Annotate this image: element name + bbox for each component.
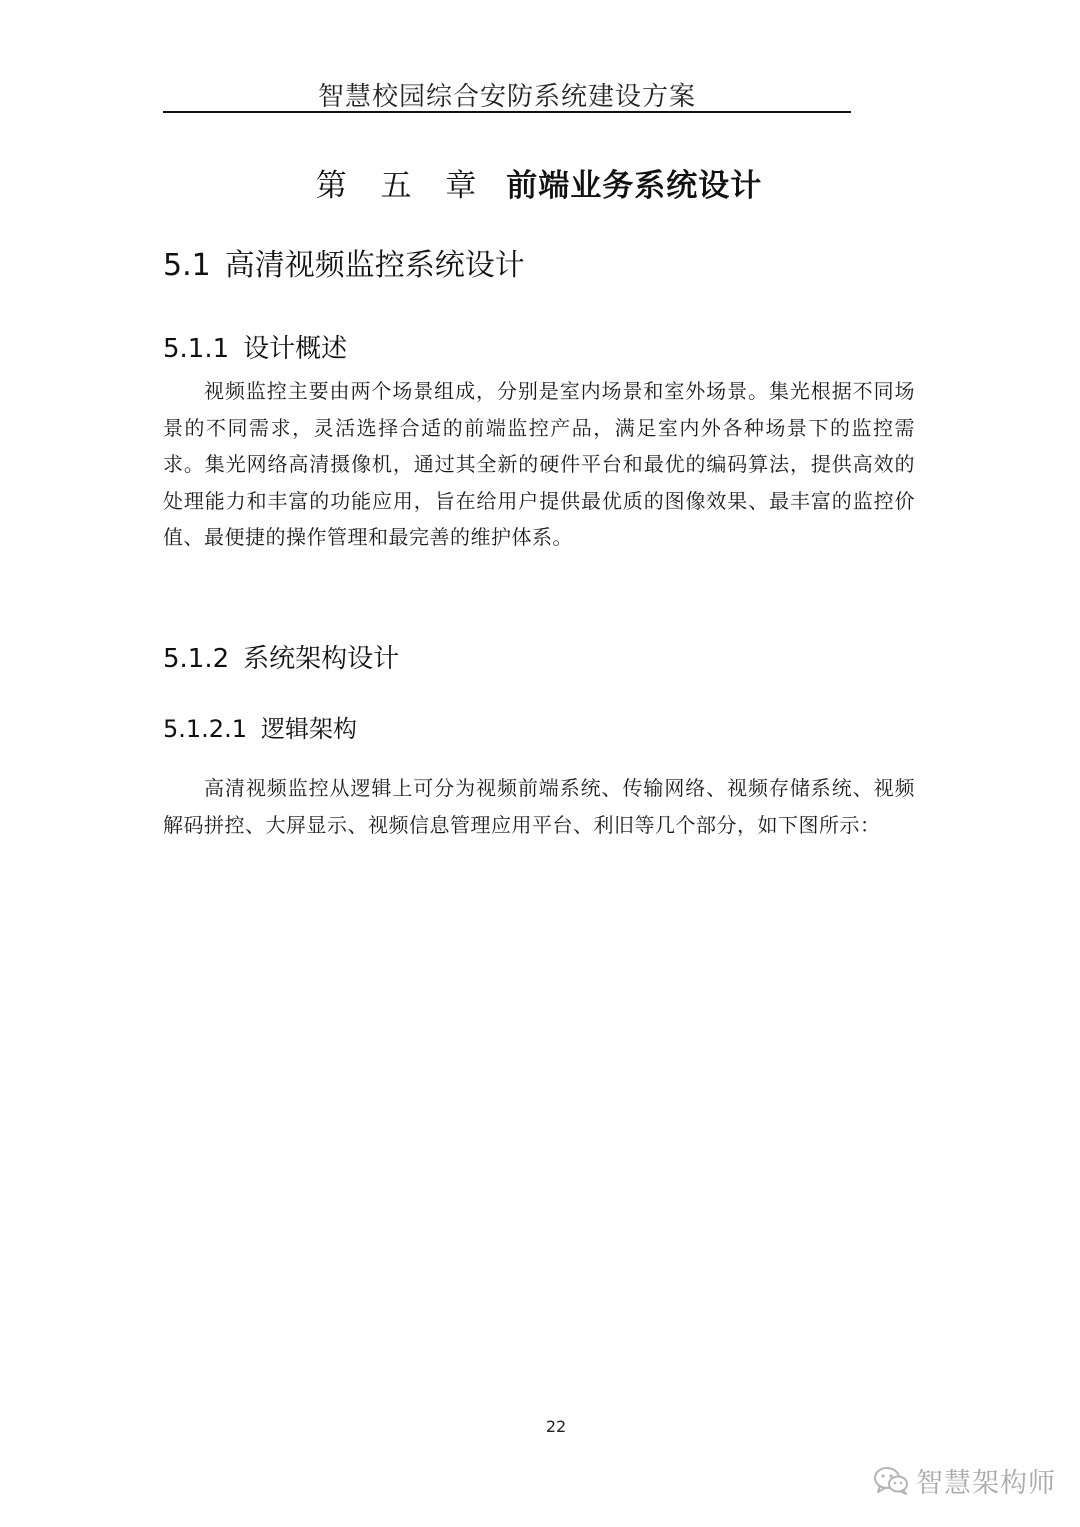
section-number: 5.1.1 bbox=[163, 334, 230, 364]
section-title: 高清视频监控系统设计 bbox=[224, 248, 525, 283]
chapter-title bbox=[163, 160, 915, 205]
section-number: 5.1.2 bbox=[163, 644, 230, 674]
chapter-name: 前端业务系统设计 bbox=[506, 168, 763, 204]
page-number: 22 bbox=[545, 1417, 567, 1436]
section-5-1-2-1-heading bbox=[163, 709, 357, 744]
wechat-logo-icon bbox=[870, 1459, 912, 1501]
section-number: 5.1.2.1 bbox=[163, 715, 247, 743]
header-divider bbox=[163, 111, 851, 113]
section-title: 设计概述 bbox=[243, 334, 348, 364]
running-header: 智慧校园综合安防系统建设方案 bbox=[317, 82, 696, 112]
watermark bbox=[870, 1458, 1060, 1502]
chapter-label: 第 五 章 bbox=[315, 168, 489, 204]
watermark-text: 智慧架构师 bbox=[916, 1467, 1056, 1499]
section-title: 逻辑架构 bbox=[260, 715, 357, 743]
logical-architecture-paragraph: 高清视频监控从逻辑上可分为视频前端系统、传输网络、视频存储系统、视频解码拼控、大屏显示、视频信息管理应用平台、利旧等几个部分，如下图所示： bbox=[163, 776, 915, 837]
section-5-1-1-heading bbox=[163, 328, 347, 365]
section-number: 5.1 bbox=[163, 248, 211, 283]
section-title: 系统架构设计 bbox=[243, 644, 400, 674]
section-5-1-2-heading bbox=[163, 638, 399, 675]
section-5-1-heading bbox=[163, 240, 525, 284]
overview-paragraph: 视频监控主要由两个场景组成，分别是室内场景和室外场景。集光根据不同场景的不同需求，灵活选择合适的前端监控产品，满足室内外各种场景下的监控需求。集光网络高清摄像机，通过其全新的硬件平台和最优的编码算法，提供高效的处理能力和丰富的功能应用，旨在给用户提供最优质的图像效果、最丰富的监控价值、最便捷的操作管理和最完善的维护体系。 bbox=[163, 379, 915, 549]
